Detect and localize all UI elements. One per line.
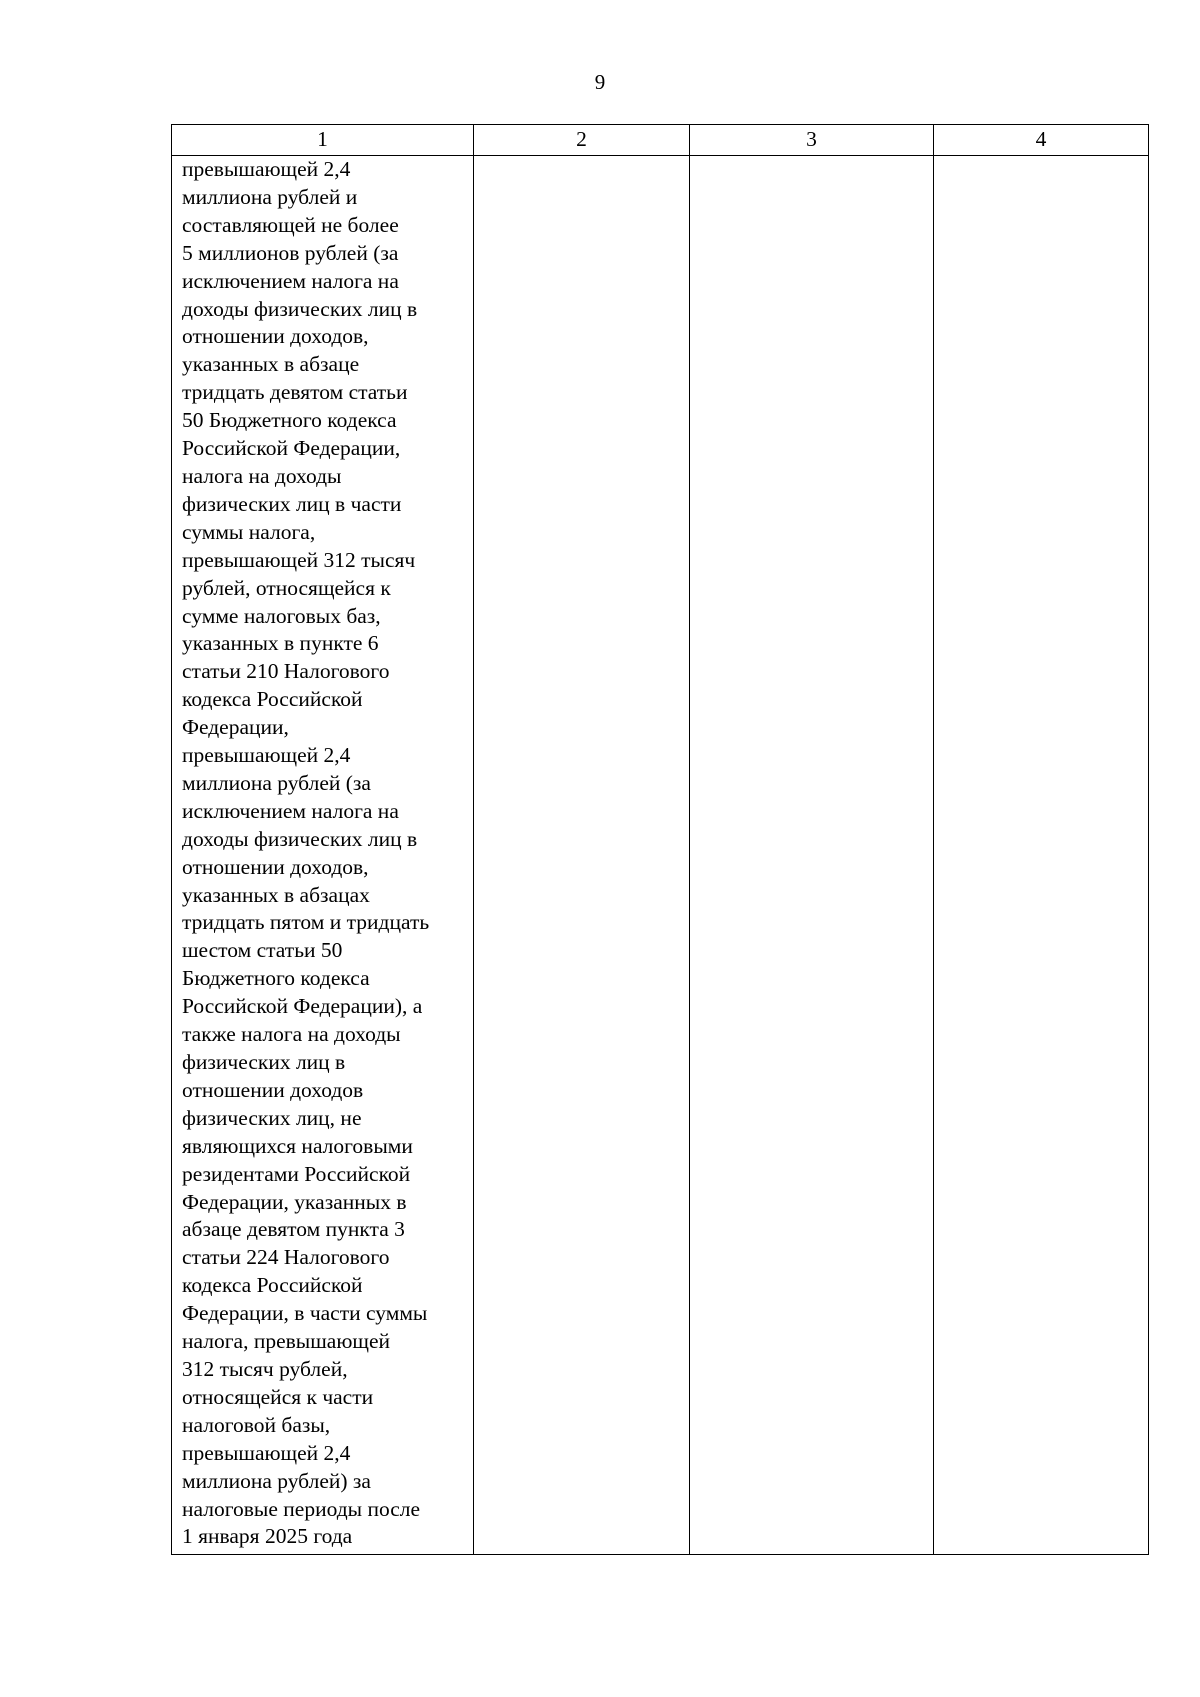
cell-text-line: исключением налога на [182, 798, 399, 823]
cell-text-line: налоговой базы, [182, 1412, 331, 1437]
cell-text-line: 50 Бюджетного кодекса [182, 408, 397, 433]
cell-text-line: отношении доходов, [182, 854, 369, 879]
cell-text-line: превышающей 2,4 [182, 743, 351, 768]
cell-text-line: указанных в пункте 6 [182, 631, 379, 656]
table-cell-col1 [172, 156, 474, 1555]
cell-text-line: тридцать пятом и тридцать [182, 910, 430, 935]
cell-text-line: превышающей 2,4 [182, 1440, 351, 1465]
cell-text-line: суммы налога, [182, 519, 316, 544]
cell-text-line: 5 миллионов рублей (за [182, 240, 399, 265]
cell-text-line: физических лиц в [182, 1050, 346, 1074]
cell-text-line: налоговые периоды после [182, 1496, 421, 1521]
table-cell-col4 [934, 156, 1149, 1555]
cell-text-line: Российской Федерации), а [182, 994, 423, 1019]
cell-text-line: отношении доходов [182, 1077, 364, 1102]
cell-text-line: исключением налога на [182, 268, 399, 293]
cell-text-col1 [172, 156, 473, 1551]
cell-text-line: указанных в абзацах [182, 882, 370, 907]
column-header-3: 3 [690, 125, 934, 156]
cell-text-line: являющихся налоговыми [182, 1133, 413, 1158]
cell-text-line: физических лиц, не [182, 1105, 362, 1130]
cell-text-line: налога на доходы [182, 463, 342, 488]
cell-text-line: миллиона рублей и [182, 184, 358, 209]
cell-text-line: сумме налоговых баз, [182, 603, 381, 628]
cell-text-line: резидентами Российской [182, 1161, 411, 1186]
cell-text-line: Российской Федерации, [182, 436, 401, 461]
cell-text-line: миллиона рублей) за [182, 1468, 371, 1493]
cell-text-line: статьи 210 Налогового [182, 659, 390, 684]
cell-text-line: шестом статьи 50 [182, 938, 343, 963]
cell-text-line: кодекса Российской [182, 687, 363, 712]
cell-text-line: физических лиц в части [182, 491, 402, 516]
cell-text-line: статьи 224 Налогового [182, 1245, 390, 1270]
cell-text-line: Федерации, в части суммы [182, 1301, 428, 1326]
column-header-2: 2 [474, 125, 690, 156]
data-table [171, 124, 1149, 1555]
cell-text-line: доходы физических лиц в [182, 826, 418, 851]
cell-text-line: отношении доходов, [182, 324, 369, 349]
cell-text-line: миллиона рублей (за [182, 770, 371, 795]
column-header-1: 1 [172, 125, 474, 156]
cell-text-line: относящейся к части [182, 1384, 374, 1409]
cell-text-line: Федерации, [182, 715, 289, 740]
cell-text-line: также налога на доходы [182, 1022, 401, 1047]
cell-text-line: превышающей 312 тысяч [182, 547, 416, 572]
cell-text-line: Федерации, указанных в [182, 1189, 407, 1214]
cell-text-line: абзаце девятом пункта 3 [182, 1217, 405, 1242]
cell-text-line: составляющей не более [182, 212, 399, 237]
cell-text-line: превышающей 2,4 [182, 157, 351, 181]
table-cell-col3 [690, 156, 934, 1555]
cell-text-line: Бюджетного кодекса [182, 966, 370, 991]
cell-text-line: доходы физических лиц в [182, 296, 418, 321]
cell-text-line: налога, превышающей [182, 1329, 390, 1354]
page-number: 9 [594, 70, 606, 94]
cell-text-line: указанных в абзаце [182, 352, 360, 377]
table-row [172, 156, 1149, 1555]
cell-text-line: 1 января 2025 года [182, 1524, 353, 1549]
cell-text-line: 312 тысяч рублей, [182, 1356, 348, 1381]
cell-text-line: тридцать девятом статьи [182, 380, 408, 405]
cell-text-line: кодекса Российской [182, 1273, 363, 1298]
cell-text-line: рублей, относящейся к [182, 575, 391, 600]
table-cell-col2 [474, 156, 690, 1555]
column-header-4: 4 [934, 125, 1149, 156]
table-header-row [172, 125, 1149, 156]
